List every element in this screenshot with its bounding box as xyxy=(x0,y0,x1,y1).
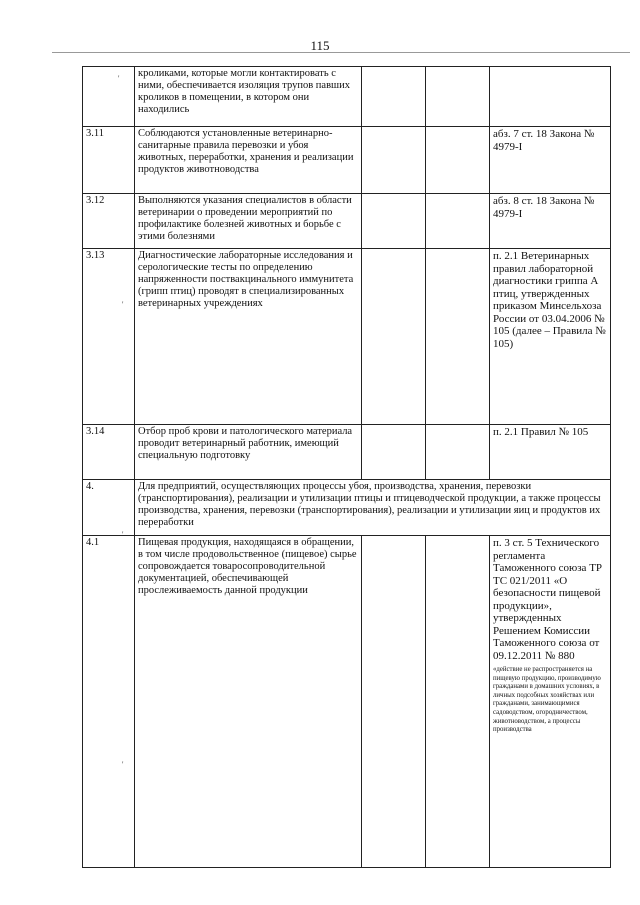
empty-cell xyxy=(426,67,490,127)
empty-cell xyxy=(362,67,426,127)
footnote-text: «действие не распространяется на пищевую продукцию, производимую гражданами в домашних условиях, в личных подсобных хозяйствах или гражданами, занимающимися садоводством, огородничеством, животноводством, а процессы производства xyxy=(493,666,601,734)
table-row xyxy=(83,536,611,868)
requirements-table xyxy=(82,66,611,868)
section-number: 4. xyxy=(83,480,135,536)
requirement-text: Диагностические лабораторные исследования и серологические тесты по определению напряженности поствакцинального иммунитета (грипп птиц) проводят в специализированных ветеринарных учреждениях xyxy=(135,249,362,425)
empty-cell xyxy=(426,194,490,249)
legal-reference xyxy=(490,67,611,127)
scan-mark: ' xyxy=(118,74,120,83)
legal-reference: п. 2.1 Правил № 105 xyxy=(490,425,611,480)
table-row xyxy=(83,194,611,249)
requirement-text: Пищевая продукция, находящаяся в обращении, в том числе продовольственное (пищевое) сырье сопровождается товаросопроводительной документацией, обеспечивающей прослеживаемость данной продукции xyxy=(135,536,362,868)
empty-cell xyxy=(426,536,490,868)
page-number: 115 xyxy=(310,38,330,53)
row-number: 3.14 xyxy=(83,425,135,480)
empty-cell xyxy=(362,194,426,249)
legal-reference xyxy=(490,536,611,868)
scan-mark: ' xyxy=(122,760,124,769)
legal-reference: абз. 7 ст. 18 Закона № 4979-I xyxy=(490,127,611,194)
legal-reference: абз. 8 ст. 18 Закона № 4979-I xyxy=(490,194,611,249)
scan-mark: ' xyxy=(122,530,124,539)
empty-cell xyxy=(362,425,426,480)
row-number xyxy=(83,67,135,127)
empty-cell xyxy=(362,249,426,425)
section-heading: Для предприятий, осуществляющих процессы убоя, производства, хранения, перевозки (транспортирования), реализации и утилизации птицы и птицеводческой продукции, а также процессы производства, хранения, перевозки (транспортирования), реализации и утилизации яиц и продуктов их переработки xyxy=(135,480,611,536)
section-row xyxy=(83,480,611,536)
legal-reference: п. 2.1 Ветеринарных правил лабораторной диагностики гриппа А птиц, утвержденных приказом Минсельхоза России от 03.04.2006 № 105 (далее – Правила № 105) xyxy=(490,249,611,425)
table-row xyxy=(83,67,611,127)
requirement-text: Отбор проб крови и патологического материала проводит ветеринарный работник, имеющий специальную подготовку xyxy=(135,425,362,480)
table-row xyxy=(83,249,611,425)
empty-cell xyxy=(362,536,426,868)
empty-cell xyxy=(426,425,490,480)
requirement-text: Соблюдаются установленные ветеринарно-санитарные правила перевозки и убоя животных, переработки, хранения и реализации продуктов животноводства xyxy=(135,127,362,194)
empty-cell xyxy=(426,249,490,425)
header-rule xyxy=(52,52,630,53)
row-number: 4.1 xyxy=(83,536,135,868)
row-number: 3.12 xyxy=(83,194,135,249)
row-number: 3.11 xyxy=(83,127,135,194)
requirement-text: кроликами, которые могли контактировать с ними, обеспечивается изоляция трупов павших кроликов в помещении, в котором они находились xyxy=(135,67,362,127)
empty-cell xyxy=(362,127,426,194)
empty-cell xyxy=(426,127,490,194)
row-number: 3.13 xyxy=(83,249,135,425)
table-row xyxy=(83,127,611,194)
scan-mark: ' xyxy=(122,300,124,309)
requirement-text: Выполняются указания специалистов в области ветеринарии о проведении мероприятий по профилактике болезней животных и борьбе с этими болезнями xyxy=(135,194,362,249)
table-row xyxy=(83,425,611,480)
legal-reference-text: п. 3 ст. 5 Технического регламента Таможенного союза ТР ТС 021/2011 «О безопасности пищевой продукции», утвержденных Решением Комиссии Таможенного союза от 09.12.2011 № 880 xyxy=(493,537,603,662)
